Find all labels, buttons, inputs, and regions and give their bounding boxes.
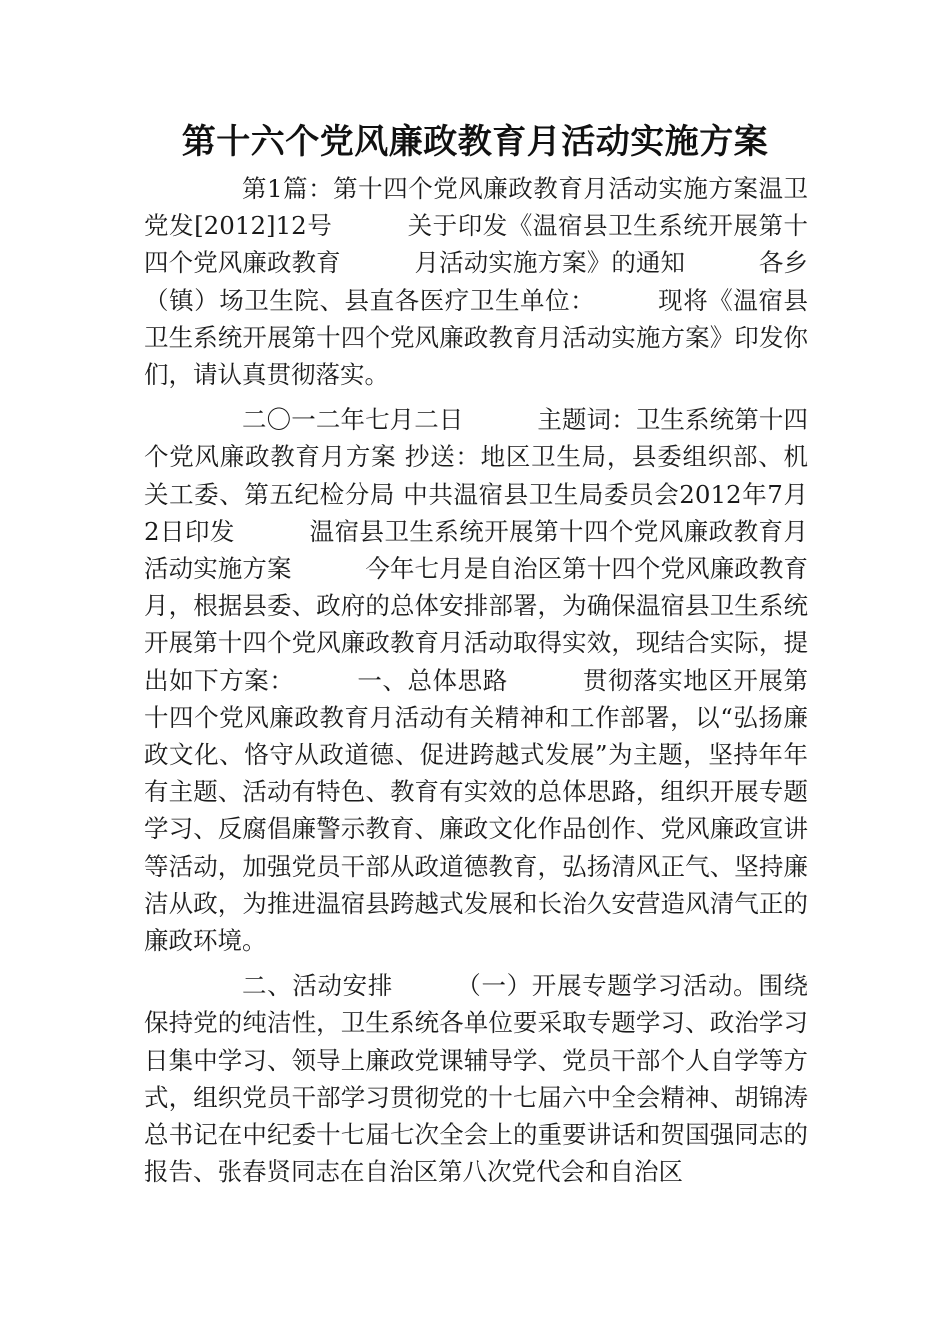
document-title: 第十六个党风廉政教育月活动实施方案 — [181, 122, 769, 162]
paragraph-1: 第1篇：第十四个党风廉政教育月活动实施方案温卫党发[2012]12号 关于印发《温宿县卫生系统开展第十四个党风廉政教育 月活动实施方案》的通知 各乡（镇）场卫生院、县直各医疗卫生单位： 现将《温宿县卫生系统开展第十四个党风廉政教育月活动实施方案》印发你们，请认真贯彻落实。 — [144, 174, 808, 390]
document-body — [144, 170, 808, 1190]
paragraph-3: 二、活动安排 （一）开展专题学习活动。围绕保持党的纯洁性，卫生系统各单位要采取专题学习、政治学习日集中学习、领导上廉政党课辅导学、党员干部个人自学等方式，组织党员干部学习贯彻党的十七届六中全会精神、胡锦涛总书记在中纪委十七届七次全会上的重要讲话和贺国强同志的报告、张春贤同志在自治区第八次党代会和自治区 — [144, 971, 808, 1187]
paragraph-2: 二〇一二年七月二日 主题词：卫生系统第十四个党风廉政教育月方案 抄送：地区卫生局，县委组织部、机关工委、第五纪检分局 中共温宿县卫生局委员会2012年7月2日印发 温宿县卫生系统开展第十四个党风廉政教育月活动实施方案 今年七月是自治区第十四个党风廉政教育月，根据县委、政府的总体安排部署，为确保温宿县卫生系统开展第十四个党风廉政教育月活动取得实效，现结合实际，提出如下方案： 一、总体思路 贯彻落实地区开展第十四个党风廉政教育月活动有关精神和工作部署，以“弘扬廉政文化、恪守从政道德、促进跨越式发展”为主题，坚持年年有主题、活动有特色、教育有实效的总体思路，组织开展专题学习、反腐倡廉警示教育、廉政文化作品创作、党风廉政宣讲等活动，加强党员干部从政道德教育，弘扬清风正气、坚持廉洁从政，为推进温宿县跨越式发展和长治久安营造风清气正的廉政环境。 — [144, 405, 808, 956]
